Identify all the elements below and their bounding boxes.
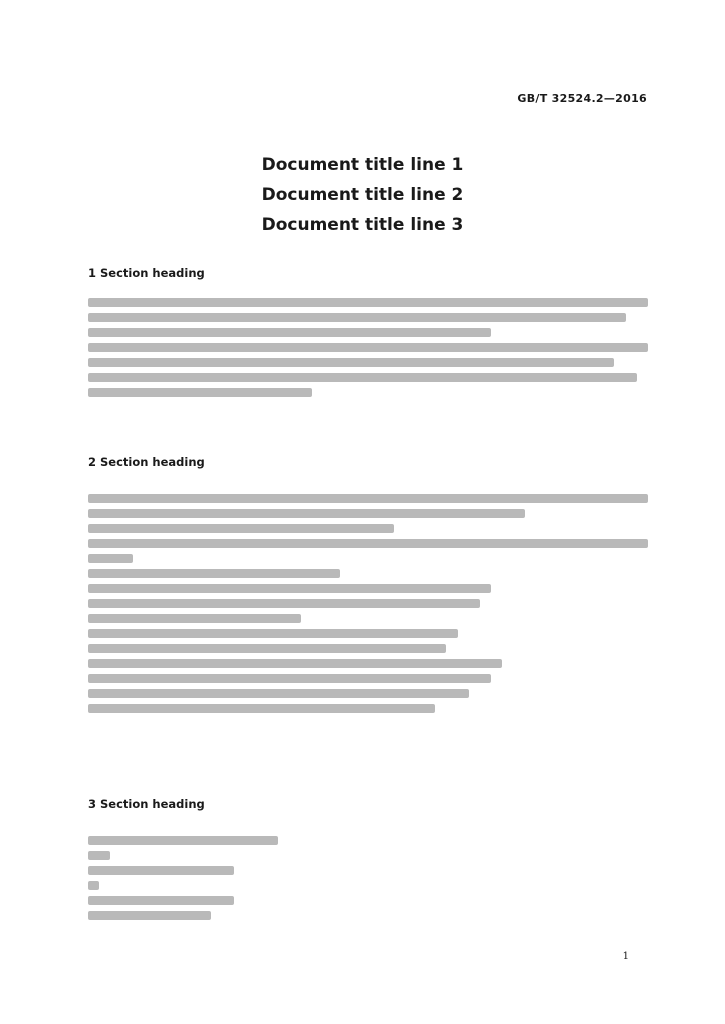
standard-number: GB/T 32524.2—2016 xyxy=(517,92,647,105)
section-1-body xyxy=(88,292,648,397)
section-1-heading: 1 Section heading xyxy=(88,266,205,280)
title-line-3: Document title line 3 xyxy=(261,215,464,235)
normative-references xyxy=(88,488,648,713)
title-line-2: Document title line 2 xyxy=(261,185,464,205)
title-line-1: Document title line 1 xyxy=(261,155,464,175)
document-title xyxy=(100,150,625,240)
page-number: 1 xyxy=(622,951,629,962)
section-2-heading: 2 Section heading xyxy=(88,455,205,469)
section-3-body xyxy=(88,830,648,920)
section-3-heading: 3 Section heading xyxy=(88,797,205,811)
